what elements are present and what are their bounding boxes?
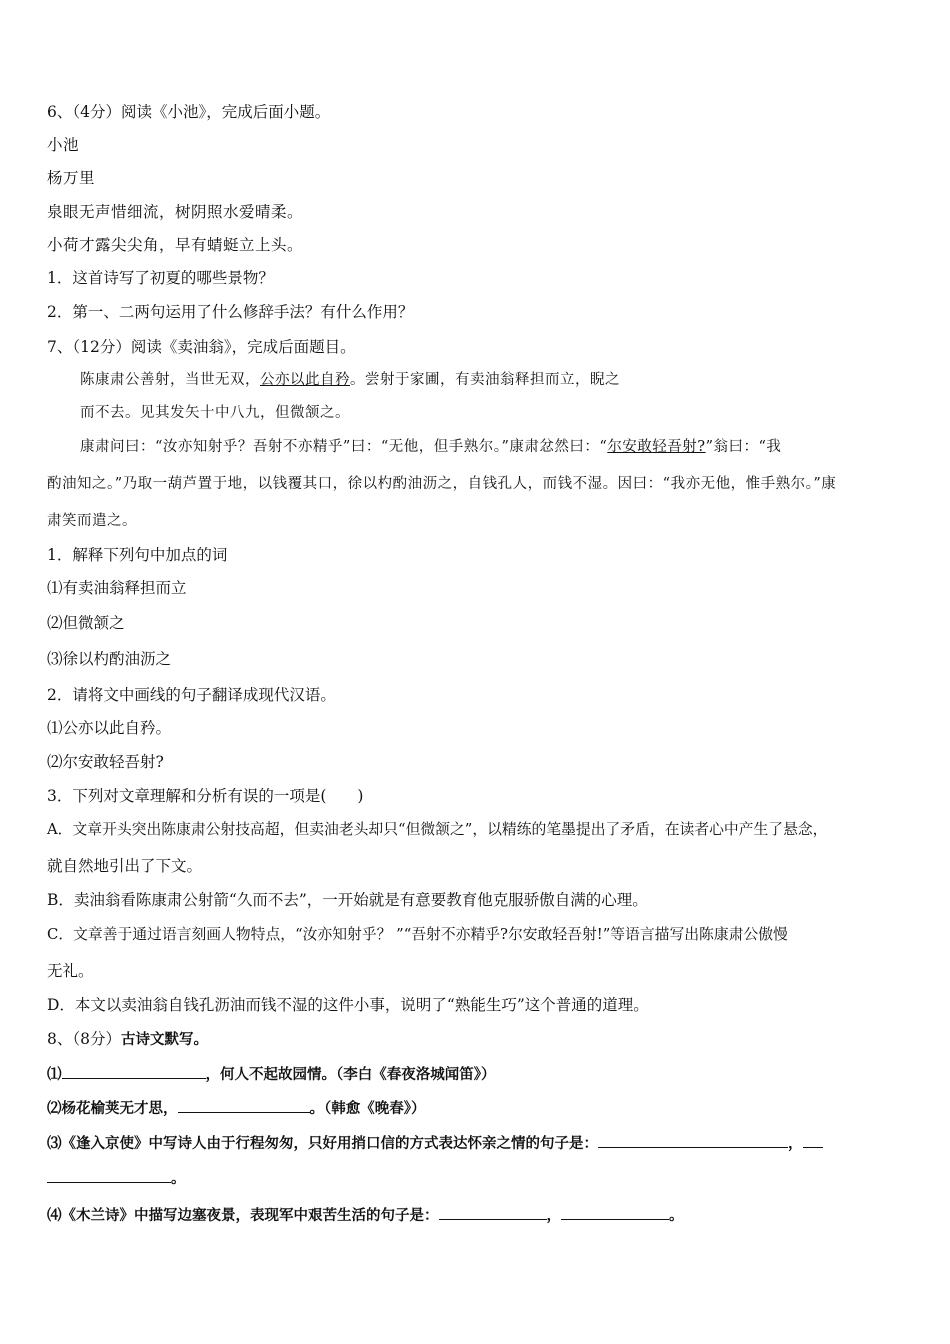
answer-blank[interactable] (561, 1203, 669, 1220)
q7-option-c-cont: 无礼。 (47, 962, 94, 980)
q7-passage-line: 酌油知之。”乃取一葫芦置于地，以钱覆其口，徐以杓酌油沥之，自钱孔人，而钱不湿。因曰：“我亦无他，惟手熟尔。”康 (47, 476, 837, 492)
q7-sub-2: 2．请将文中画线的句子翻译成现代汉语。 (47, 686, 336, 704)
poem-title: 小池 (47, 136, 80, 154)
q7-passage-line: 而不去。见其发矢十中八九，但微颔之。 (80, 405, 350, 421)
answer-blank[interactable] (803, 1131, 823, 1148)
q7-option-a: A．文章开头突出陈康肃公射技高超，但卖油老头却只“但微颔之”，以精练的笔墨提出了矛盾，在读者心中产生了悬念， (47, 821, 828, 838)
q8-line-4 (47, 1203, 910, 1227)
q8-line-1-num: ⑴ (47, 1067, 62, 1083)
poem-line-1: 泉眼无声惜细流，树阴照水爱晴柔。 (47, 203, 304, 221)
q7-sub-1: 1．解释下列句中加点的词 (47, 546, 228, 564)
passage-text: 康肃问曰：“汝亦知射乎？吾射不亦精乎”曰：“无他，但手熟尔。”康肃忿然曰：“ (80, 439, 608, 455)
q7-sub-1-item: ⑵但微颔之 (47, 614, 125, 632)
poem-line-2: 小荷才露尖尖角，早有蜻蜓立上头。 (47, 236, 304, 254)
q8-line-3-comma: ， (788, 1136, 803, 1152)
q7-option-b: B．卖油翁看陈康肃公射箭“久而不去”，一开始就是有意要教育他克服骄傲自满的心理。 (47, 891, 648, 909)
q7-sub-2-item: ⑴公亦以此自矜。 (47, 719, 172, 737)
q8-line-3-text: ⑶《逢入京使》中写诗人由于行程匆匆，只好用捎口信的方式表达怀亲之情的句子是： (47, 1136, 598, 1152)
q7-sub-1-item: ⑶徐以杓酌油沥之 (47, 650, 172, 668)
answer-blank[interactable] (62, 1062, 206, 1079)
poem-author: 杨万里 (47, 169, 96, 187)
q7-option-c: C．文章善于通过语言刻画人物特点，“汝亦知射乎？ ”“吾射不亦精乎?尔安敢轻吾射!”等语言描写出陈康肃公傲慢 (47, 926, 788, 943)
q8-line-4-end: 。 (669, 1208, 684, 1224)
q7-option-a-cont: 就自然地引出了下文。 (47, 857, 203, 875)
q8-line-4-comma: ， (546, 1208, 561, 1224)
q8-line-3 (47, 1131, 910, 1155)
q8-line-1-text: ，何人不起故园情。（李白《春夜洛城闻笛》） (205, 1067, 496, 1083)
q7-option-d: D．本文以卖油翁自钱孔沥油而钱不湿的这件小事，说明了“熟能生巧”这个普通的道理。 (47, 996, 649, 1014)
q8-line-4-text: ⑷《木兰诗》中描写边塞夜景，表现军中艰苦生活的句子是： (47, 1208, 439, 1224)
q6-sub-1: 1．这首诗写了初夏的哪些景物？ (47, 269, 274, 287)
q8-line-2-end: 。（韩愈《晚春》） (309, 1101, 426, 1117)
q7-passage-line: 肃笑而遣之。 (47, 513, 137, 529)
passage-text: ”翁曰：“我 (705, 439, 782, 455)
q8-header-score: 8、（8分） (47, 1030, 121, 1048)
q8-line-3-end: 。 (171, 1171, 186, 1187)
passage-text: 陈康肃公善射，当世无双， (80, 372, 260, 388)
q6-header: 6、（4分）阅读《小池》，完成后面小题。 (47, 103, 331, 121)
q7-sub-2-item: ⑵尔安敢轻吾射? (47, 753, 164, 771)
q8-line-1 (47, 1062, 910, 1086)
answer-blank[interactable] (439, 1203, 547, 1220)
q7-header: 7、（12分）阅读《卖油翁》，完成后面题目。 (47, 338, 356, 356)
passage-text: 。尝射于家圃，有卖油翁释担而立，睨之 (350, 372, 620, 388)
q8-header (47, 1028, 910, 1051)
q7-passage-line (80, 436, 910, 458)
underlined-sentence-1: 公亦以此自矜 (260, 372, 350, 388)
underlined-sentence-2: 尔安敢轻吾射? (607, 439, 706, 455)
q8-line-2-text: ⑵杨花榆荚无才思， (47, 1101, 178, 1117)
answer-blank[interactable] (47, 1166, 171, 1183)
answer-blank[interactable] (598, 1131, 788, 1148)
q7-passage-line (80, 369, 910, 391)
q8-header-title: 古诗文默写。 (120, 1032, 208, 1048)
q7-sub-3: 3．下列对文章理解和分析有误的一项是( ) (47, 787, 364, 805)
answer-blank[interactable] (178, 1096, 310, 1113)
q8-line-2 (47, 1096, 910, 1120)
q7-sub-1-item: ⑴有卖油翁释担而立 (47, 579, 187, 597)
q8-line-3-cont (47, 1166, 910, 1190)
q6-sub-2: 2．第一、二两句运用了什么修辞手法？有什么作用？ (47, 303, 414, 321)
